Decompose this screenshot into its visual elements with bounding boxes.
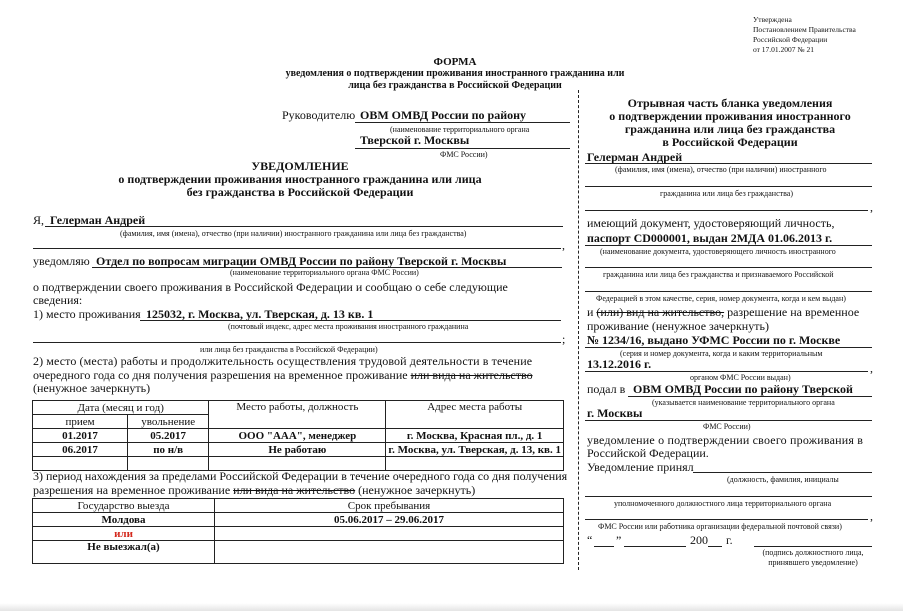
form-title (230, 56, 680, 92)
table-header: Адрес места работы (386, 401, 564, 429)
table-row (33, 541, 564, 564)
tear-off-hint: уполномоченного должностного лица территориального органа (614, 499, 832, 508)
table-row (33, 513, 564, 527)
form-title-line: ФОРМА (433, 56, 477, 68)
table-cell: 05.2017 (128, 429, 209, 443)
tear-off-permit-date: 13.12.2016 г. (587, 357, 652, 371)
signature-hint-line: принявшего уведомление) (768, 558, 858, 567)
tear-off-text: Российской Федерации. (587, 446, 709, 460)
notice-title-line: о подтверждении проживания иностранного гражданина или лица (118, 172, 482, 186)
tear-off-doc-value: паспорт СD000001, выдан 2МДА 01.06.2013 г. (587, 231, 833, 245)
tear-off-hint: (наименование документа, удостоверяющего личность иностранного (600, 247, 836, 256)
approval-line: Российской Федерации (753, 35, 828, 44)
tear-off-hint: (фамилия, имя (имена), отчество (при наличии) иностранного (615, 165, 827, 174)
residence-hint: (почтовый индекс, адрес места проживания иностранного гражданина (228, 322, 469, 331)
table-header: Срок пребывания (215, 499, 564, 513)
stay-text-part: разрешения на временное проживание (33, 483, 231, 497)
tear-off-text: уведомление о подтверждении своего проживания в (587, 433, 864, 447)
table-cell: Не выезжал(а) (33, 541, 215, 564)
work-text: (ненужное зачеркнуть) (33, 381, 151, 395)
table-row (33, 527, 564, 541)
residence-prefix: 1) место проживания (33, 307, 141, 321)
tear-off-title-line: о подтверждении проживания иностранного (609, 109, 851, 123)
table-header: прием (33, 415, 128, 429)
addressee-hint: (наименование территориального органа (390, 125, 530, 134)
addressee-prefix: Руководителю (282, 108, 356, 122)
tear-off-text: и (587, 305, 594, 319)
tear-off-hint: ФМС России или работника организации федеральной почтовой связи) (598, 522, 842, 531)
tear-off-comma: , (870, 509, 873, 523)
table-cell: Молдова (33, 513, 215, 527)
tear-line (578, 90, 579, 570)
notify-text: о подтверждении своего проживания в Российской Федерации и сообщаю о себе следующие (33, 280, 508, 294)
stay-text: 3) период нахождения за пределами Российской Федерации в течение очередного года со дня получения (33, 469, 568, 483)
residence-semicolon: ; (562, 332, 566, 346)
tear-off-permit-line (587, 305, 859, 320)
addressee-value: ОВМ ОМВД России по району (360, 108, 527, 122)
approval-block (753, 15, 856, 55)
work-table (32, 400, 564, 471)
tear-off-title-line: гражданина или лица без гражданства (624, 122, 836, 136)
table-header: увольнение (128, 415, 209, 429)
table-header: Дата (месяц и год) (33, 401, 209, 415)
work-text: 2) место (места) работы и продолжительность осуществления трудовой деятельности в течение (33, 354, 533, 368)
notify-value: Отдел по вопросам миграции ОМВД России по району Тверской г. Москвы (96, 254, 507, 268)
table-cell: 01.2017 (33, 429, 128, 443)
table-cell: г. Москва, ул. Тверская, д. 13, кв. 1 (386, 443, 564, 457)
notice-title-line: без гражданства в Российской Федерации (186, 185, 414, 199)
tear-off-hint: (указывается наименование территориального органа (652, 398, 835, 407)
table-cell: Не работаю (209, 443, 386, 457)
tear-off-title (585, 97, 875, 149)
notify-hint: (наименование территориального органа ФМС России) (230, 268, 419, 277)
tear-off-hint: гражданина или лица без гражданства и признаваемого Российской (603, 270, 834, 279)
table-header: Государство выезда (33, 499, 215, 513)
residence-value: 125032, г. Москва, ул. Тверская, д. 13 кв. 1 (146, 307, 374, 321)
addressee-value: Тверской г. Москвы (360, 133, 470, 147)
signature-hint-line: (подпись должностного лица, (762, 548, 864, 557)
date-year: 200 (690, 533, 708, 547)
table-cell: или (33, 527, 215, 541)
tear-off-text: разрешение на временное (727, 305, 860, 319)
approval-line: Постановлением Правительства (753, 25, 856, 34)
tear-off-title-line: Отрывная часть бланка уведомления (627, 96, 833, 110)
approval-line: Утверждена (753, 15, 792, 24)
tear-off-comma: , (870, 361, 873, 375)
approval-line: от 17.01.2007 № 21 (753, 45, 814, 54)
table-header-row (33, 499, 564, 513)
table-row (33, 443, 564, 457)
tear-off-comma: , (870, 200, 873, 214)
tear-off-submitted-value: ОВМ ОМВД России по району Тверской (633, 382, 853, 396)
tear-off-struck: (или) вид на жительство, (596, 305, 725, 319)
tear-off-accepted: Уведомление принял (587, 460, 694, 474)
tear-off-hint: (серия и номер документа, когда и каким территориальным (620, 349, 823, 358)
applicant-prefix: Я, (33, 213, 45, 227)
table-header: Место работы, должность (209, 401, 386, 429)
stay-table (32, 498, 564, 564)
tear-off-name: Гелерман Андрей (587, 150, 683, 164)
table-cell: ООО "ААА", менеджер (209, 429, 386, 443)
date-quote-close: ” (616, 533, 622, 547)
page-bottom-shadow (0, 603, 903, 611)
applicant-comma: , (562, 238, 565, 252)
notice-title (100, 160, 500, 199)
table-cell: г. Москва, Красная пл., д. 1 (386, 429, 564, 443)
tear-off-hint: (должность, фамилия, инициалы (727, 475, 839, 484)
tear-off-hint: гражданина или лица без гражданства) (660, 189, 794, 198)
notice-title-line: УВЕДОМЛЕНИЕ (251, 159, 349, 173)
tear-off-title-line: в Российской Федерации (662, 135, 798, 149)
table-header-row (33, 401, 564, 415)
work-text-struck: или вида на жительство (410, 368, 533, 382)
tear-off-hint: ФМС России) (703, 422, 751, 431)
form-title-line: уведомления о подтверждении проживания иностранного гражданина или (285, 68, 625, 79)
tear-off-submitted-value: г. Москвы (587, 406, 643, 420)
stay-text (33, 483, 475, 498)
form-title-line: лица без гражданства в Российской Федерации (348, 80, 562, 91)
date-g: г. (726, 533, 733, 547)
notify-prefix: уведомляю (33, 254, 90, 268)
tear-off-hint: Федерацией в этом качестве, серия, номер документа, когда и кем выдан) (596, 294, 846, 303)
table-cell: 05.06.2017 – 29.06.2017 (215, 513, 564, 527)
stay-text-struck: или вида на жительство (233, 483, 356, 497)
table-row (33, 429, 564, 443)
residence-hint: или лица без гражданства в Российской Федерации) (200, 345, 378, 354)
tear-off-permit-value: № 1234/16, выдано УФМС России по г. Москве (587, 333, 841, 347)
table-cell: по н/в (128, 443, 209, 457)
work-text-part: очередного года со дня получения разрешения на временное проживание (33, 368, 408, 382)
stay-text-part: (ненужное зачеркнуть) (358, 483, 476, 497)
tear-off-doc-label: имеющий документ, удостоверяющий личность, (587, 216, 835, 230)
notify-text: сведения: (33, 293, 83, 307)
tear-off-hint: органом ФМС России выдан) (690, 373, 791, 382)
table-cell: 06.2017 (33, 443, 128, 457)
applicant-name: Гелерман Андрей (50, 213, 146, 227)
date-quote-open: “ (587, 533, 593, 547)
tear-off-text: проживание (ненужное зачеркнуть) (587, 319, 769, 333)
applicant-hint: (фамилия, имя (имена), отчество (при наличии) иностранного гражданина или лица без гражданства) (120, 229, 467, 238)
tear-off-submitted-prefix: подал в (587, 382, 626, 396)
addressee-hint: ФМС России) (440, 150, 488, 159)
signature-hint (752, 548, 874, 568)
